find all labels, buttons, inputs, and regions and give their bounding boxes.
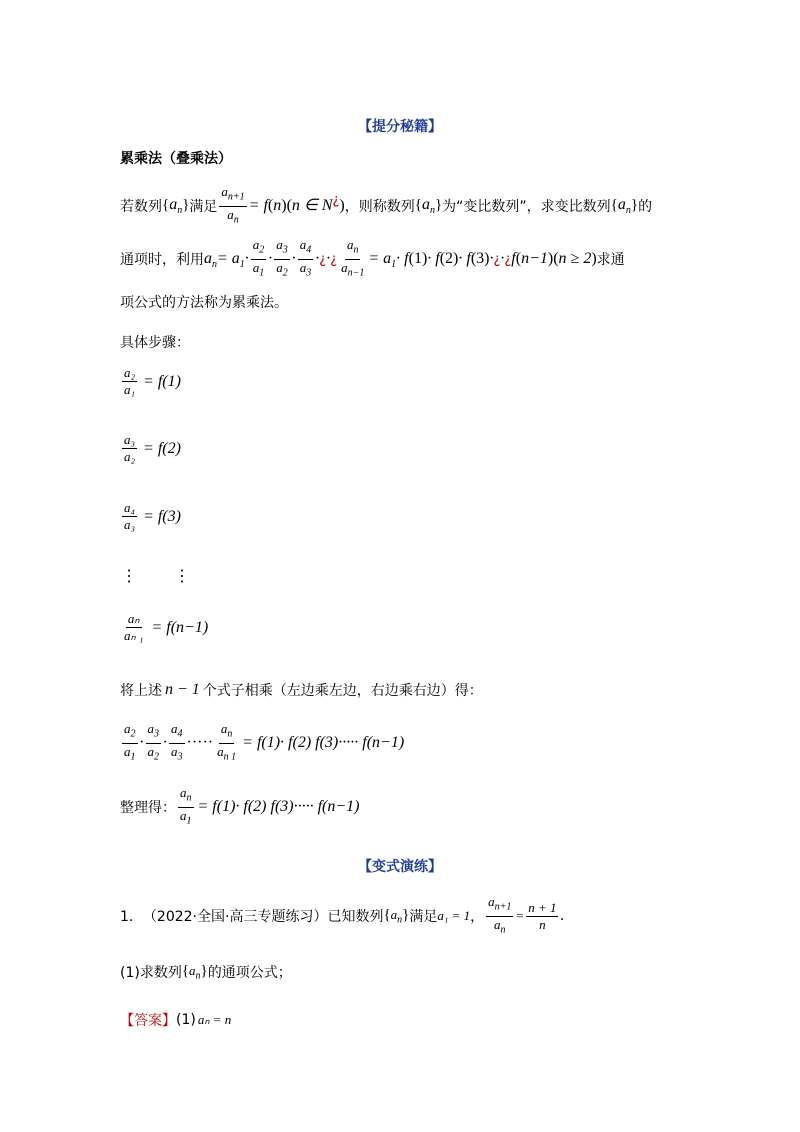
problem-end: . bbox=[560, 907, 565, 924]
seq-an-1: $\{a_n\}$ bbox=[162, 195, 190, 217]
problem-source: （2022·全国·高三专题练习）已知数列 bbox=[142, 909, 384, 925]
problem-1 bbox=[120, 893, 565, 936]
recurrence-num: n + 1 bbox=[528, 899, 557, 915]
step-2-num: a₃ bbox=[124, 432, 136, 447]
answer-label: 【答案】 bbox=[120, 1013, 176, 1029]
intro-line-1 bbox=[120, 183, 653, 226]
step-equation-last bbox=[120, 612, 208, 643]
simplify-equation bbox=[120, 786, 360, 828]
step-3-num: a₄ bbox=[124, 500, 136, 515]
problem-recurrence: $\frac{a_{n+1}}{a_n}$ = $\frac{n + 1}{n}$ bbox=[488, 893, 557, 936]
intro-text-1: 若数列 bbox=[120, 199, 162, 215]
step-2-den: a₂ bbox=[124, 449, 136, 464]
answer-part: (1) bbox=[176, 1012, 196, 1028]
simplify-label: 整理得： bbox=[120, 800, 176, 817]
intro-line-2 bbox=[120, 236, 625, 282]
intro-text-4: 为“变比数列”，求变比数列 bbox=[442, 199, 611, 215]
seq-an-2: $\{a_n\}$ bbox=[414, 195, 443, 217]
seq-an-3: $\{a_n\}$ bbox=[610, 195, 639, 217]
multiply-sentence bbox=[120, 680, 483, 700]
intro-text-6: 通项时，利用 bbox=[120, 252, 204, 268]
multiply-pre: 将上述 bbox=[120, 683, 162, 699]
intro-text-7: 求通 bbox=[596, 252, 625, 268]
seq-an-problem: $\{a_n\}$ bbox=[383, 906, 410, 926]
ratio-definition: $\frac{a_{n+1}}{a_n}$ = f(n)(n ∈ N¿) bbox=[221, 183, 345, 226]
product-rhs: = f(1)· f(2) f(3)····· f(n−1) bbox=[242, 734, 405, 752]
multiply-post: 个式子相乘（左边乘左边，右边乘右边）得： bbox=[202, 683, 483, 699]
product-equation: $\frac{a_2}{a_1}$ · $\frac{a_3}{a_2}$ · $\frac{a_4}{a_3}$ ····· $\frac{a_n}{a_{n 1}}$ = f(1)· f(2) f(3)····· f(n−1) bbox=[124, 721, 405, 763]
section-title-practice: 【变式演练】 bbox=[358, 859, 442, 875]
step-equation-1 bbox=[120, 366, 181, 397]
simplify-rhs: = f(1)· f(2) f(3)····· f(n−1) bbox=[197, 798, 360, 816]
problem-initial: a₁ = 1 bbox=[437, 908, 471, 923]
method-title: 累乘法（叠乘法） bbox=[120, 151, 232, 167]
intro-line-3: 项公式的方法称为累乘法。 bbox=[120, 295, 288, 311]
intro-text-3: ，则称数列 bbox=[344, 199, 415, 215]
question-1-post: 的通项公式； bbox=[207, 965, 292, 981]
step-1-num: a₂ bbox=[124, 365, 136, 380]
step-3-rhs: = f(3) bbox=[143, 507, 181, 525]
step-3-den: a₃ bbox=[124, 517, 136, 532]
step-equation-3 bbox=[120, 501, 181, 532]
step-1-den: a₁ bbox=[124, 382, 136, 397]
answer-formula: aₙ = n bbox=[197, 1012, 232, 1027]
problem-number: 1． bbox=[120, 909, 143, 925]
problem-satisfy: 满足 bbox=[409, 909, 438, 925]
question-1-pre: (1)求数列 bbox=[120, 965, 182, 981]
answer-line bbox=[120, 1010, 231, 1030]
recurrence-den: n bbox=[539, 916, 546, 932]
intro-text-5: 的 bbox=[638, 199, 653, 215]
step-equation-2 bbox=[120, 433, 181, 464]
section-title-tips: 【提分秘籍】 bbox=[358, 119, 442, 135]
simplify-formula: $\frac{a_n}{a_1}$ = f(1)· f(2) f(3)····· f(n−1) bbox=[180, 785, 360, 827]
last-step-num: aₙ bbox=[127, 611, 140, 626]
vertical-dots-right: ⋮ bbox=[174, 568, 190, 585]
vertical-dots-left: ⋮ bbox=[121, 568, 137, 585]
seq-an-question: $\{a_n\}$ bbox=[181, 962, 208, 982]
last-step-rhs: = f(n−1) bbox=[151, 618, 209, 636]
question-1 bbox=[120, 962, 292, 982]
problem-comma: ， bbox=[470, 909, 485, 925]
step-2-rhs: = f(2) bbox=[143, 439, 181, 457]
step-1-rhs: = f(1) bbox=[143, 372, 181, 390]
steps-label: 具体步骤： bbox=[120, 335, 190, 351]
product-formula: $a_n= a_1\cdot$ $\frac{a_2}{a_1}$ · $\frac{a_3}{a_2}$ · $\frac{a_4}{a_3}$ ·¿·¿ $\frac{a_n}{a_{n-1}}$ = $a_1\cdot f(1)\cdot f(2)\cdot$ f(3)·¿·¿f(n−1)(n ≥ 2) bbox=[204, 236, 597, 279]
last-step-den: aₙ ₁ bbox=[124, 628, 144, 643]
intro-text-2: 满足 bbox=[189, 199, 218, 215]
multiply-count: n − 1 bbox=[165, 681, 200, 698]
